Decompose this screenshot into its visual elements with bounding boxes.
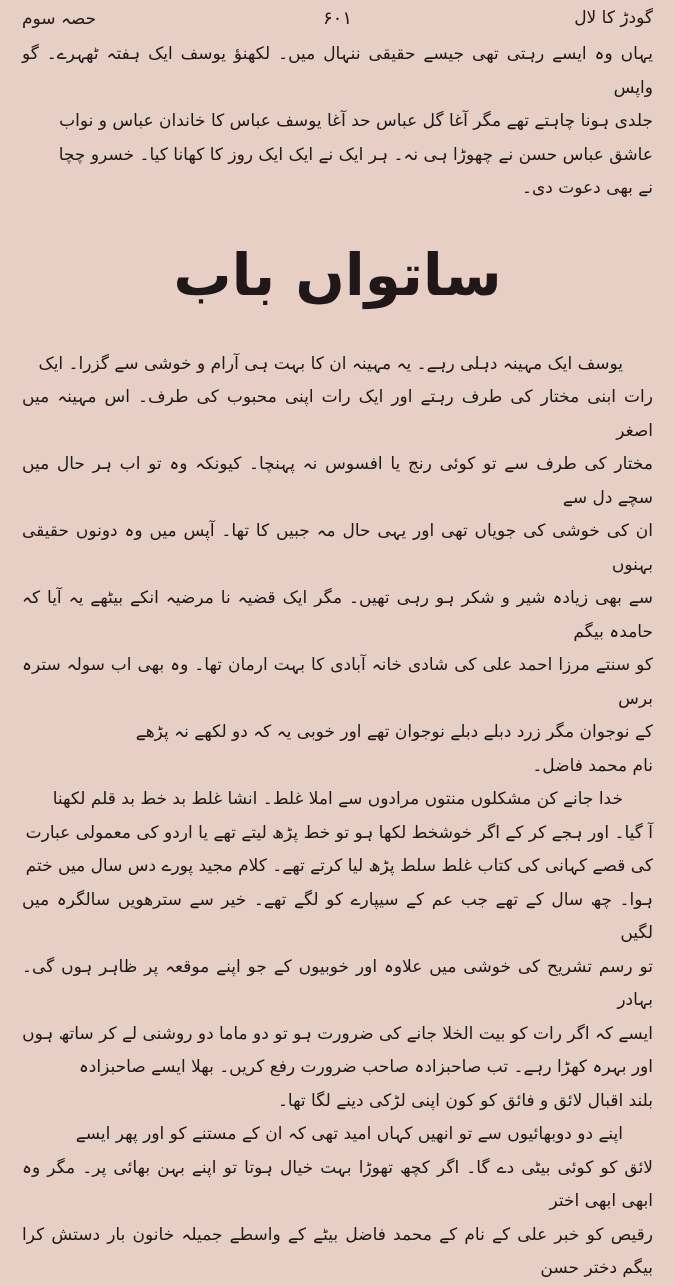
paragraph-1 [22, 38, 653, 206]
text-line: ان کی خوشی کی جویاں تھی اور یہی حال مہ جبیں کا تھا۔ آپس میں وہ دونوں حقیقی بہنوں [22, 521, 653, 575]
text-line: ہوا۔ چھ سال کے تھے جب عم کے سیپارے کو لگے تھے۔ خیر سے سترھویں سالگرہ میں لگیں [22, 889, 653, 943]
text-line: مختار کی طرف سے تو کوئی رنج یا افسوس نہ پہنچا۔ کیونکہ وہ تو اب ہر حال میں سچے دل سے [22, 454, 653, 508]
text-line: نے بھی دعوت دی۔ [522, 178, 653, 198]
text-line: یوسف ایک مہینہ دہلی رہے۔ یہ مہینہ ان کا بہت ہی آرام و خوشی سے گزرا۔ ایک [38, 353, 623, 374]
paragraph-4 [22, 1118, 653, 1286]
text-line: اور بہرہ کھڑا رہے۔ تب صاحبزادہ صاحب ضرورت رفع کریں۔ بھلا ایسے صاحبزادہ [78, 1057, 653, 1077]
paragraph-3 [22, 783, 653, 1118]
text-line: ایسے کہ اگر رات کو بیت الخلا جانے کی ضرورت ہو تو دو ماما دو روشنی لے کر ساتھ ہوں [22, 1023, 653, 1044]
text-line: کی قصے کہانی کی کتاب غلط سلط پڑھ لیا کرتے تھے۔ کلام مجید پورے دس سال میں ختم [25, 856, 653, 876]
page-number: ۶۰۱ [322, 8, 352, 29]
text-line: نام محمد فاضل۔ [532, 755, 653, 776]
section-label: حصہ سوم [22, 9, 97, 29]
text-line: تو رسم تشریح کی خوشی میں علاوہ اور خوبیوں کے جو اپنے موقعہ پر ظاہر ہوں گی۔ بہادر [22, 956, 653, 1010]
paragraph-2 [22, 348, 653, 784]
text-line: کو سنتے مرزا احمد علی کی شادی خانہ آبادی کا بہت ارمان تھا۔ وہ بھی اب سولہ سترہ برس [22, 655, 653, 709]
text-line: یہاں وہ ایسے رہتی تھی جیسے حقیقی ننہال میں۔ لکھنؤ یوسف ایک ہفتہ ٹھہرے۔ گو واپس [22, 44, 653, 98]
text-line: جلدی ہونا چاہتے تھے مگر آغا گل عباس حد آغا یوسف عباس کا خاندان عباس و نواب [59, 111, 653, 131]
text-line: بلند اقبال لائق و فائق کو کون اپنی لڑکی دینے لگا تھا۔ [277, 1090, 653, 1111]
text-line: رقیص کو خبر علی کے نام کے محمد فاضل بیٹے کے واسطے جمیلہ خانون بار دستش کرا بیگم دختر حسن [22, 1224, 653, 1278]
book-title: گودڑ کا لال [574, 8, 653, 28]
text-line: آ گیا۔ اور ہجے کر کے اگر خوشخط لکھا ہو تو خط پڑھ لیتے تھے یا اردو کی معمولی عبارت [25, 822, 653, 843]
text-line: رات ابنی مختار کی طرف رہتے اور ایک رات اپنی محبوب کی طرف۔ اس مہینہ میں اصغر [22, 387, 653, 441]
chapter-title: ساتواں باب [173, 240, 502, 309]
text-line: اپنے دو دوبھائیوں سے تو انھیں کہاں امید تھی کہ ان کے مستنے کو اور پھر ایسے [75, 1124, 623, 1144]
text-line: کے نوجوان مگر زرد دبلے دبلے نوجوان تھے اور خوبی یہ کہ دو لکھے نہ پڑھے [135, 722, 653, 742]
text-line: لائق کو کوئی بیٹی دے گا۔ اگر کچھ تھوڑا بہت خیال ہوتا تو اپنے بہن بھائی پر۔ مگر وہ ابھی ابھی اختر [22, 1157, 653, 1211]
text-line: عاشق عباس حسن نے چھوڑا ہی نہ۔ ہر ایک نے ایک ایک روز کا کھانا کیا۔ خسرو چچا [58, 144, 653, 165]
page-header [22, 8, 653, 38]
text-line: خدا جانے کن مشکلوں منتوں مرادوں سے املا غلط۔ انشا غلط بد خط بد قلم لکھنا [52, 789, 623, 809]
text-line: سے بھی زیادہ شیر و شکر ہو رہی تھیں۔ مگر ایک قضیہ نا مرضیہ انکے بیٹھے یہ آیا کہ حامدہ بیگم [22, 588, 653, 642]
